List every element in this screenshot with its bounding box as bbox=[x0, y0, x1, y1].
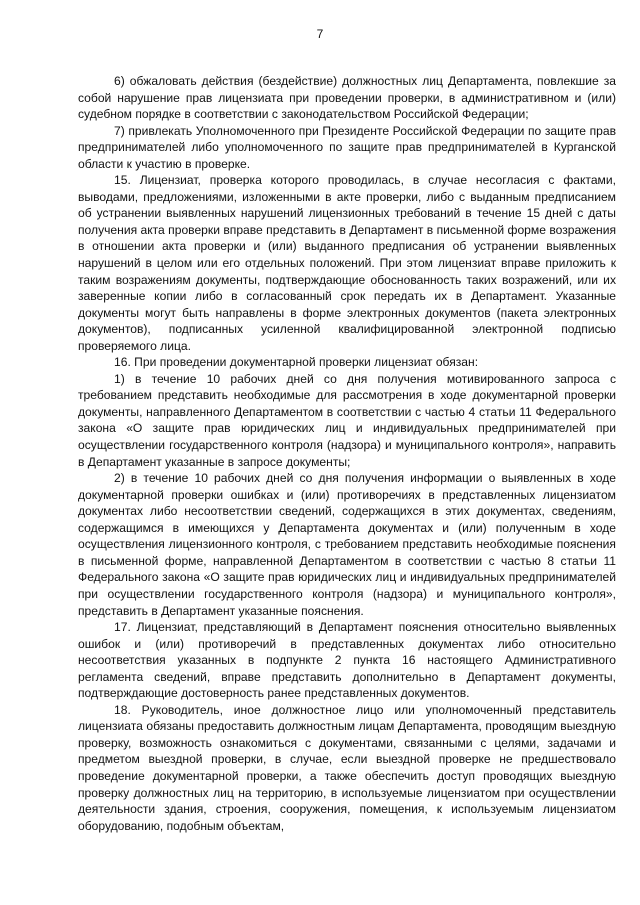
page-number: 7 bbox=[316, 27, 324, 41]
paragraph-section-17: 17. Лицензиат, представляющий в Департамент пояснения относительно выявленных ошибок и (или) противоречий в представленных документах либо относительно несоответствия указанных в подпункте 2 пункта 16 настоящего Административного регламента сведений, вправе представить дополнительно в Департамент документы, подтверждающие достоверность ранее представленных документов. bbox=[78, 620, 616, 701]
paragraph-section-16: 16. При проведении документарной проверки лицензиат обязан: bbox=[114, 355, 479, 370]
paragraph-item-7: 7) привлекать Уполномоченного при Президенте Российской Федерации по защите прав предпринимателей либо уполномоченного по защите прав предпринимателей в Курганской области к участию в проверке. bbox=[78, 123, 616, 171]
paragraph-item-6: 6) обжаловать действия (бездействие) должностных лиц Департамента, повлекшие за собой нарушение прав лицензиата при проведении проверки, в административном и (или) судебном порядке в соответствии с законодательством Российской Федерации; bbox=[78, 74, 616, 122]
paragraph-section-16-item-1: 1) в течение 10 рабочих дней со дня получения мотивированного запроса с требованием представить необходимые для рассмотрения в ходе документарной проверки документы, направленного Департаментом в соответствии с частью 4 статьи 11 Федерального закона «О защите прав юридических лиц и индивидуальных предпринимателей при осуществлении государственного контроля (надзора) и муниципального контроля», направить в Департамент указанные в запросе документы; bbox=[78, 371, 616, 469]
paragraph-section-15: 15. Лицензиат, проверка которого проводилась, в случае несогласия с фактами, выводами, предложениями, изложенными в акте проверки, либо с выданным предписанием об устранении выявленных нарушений лицензионных требований в течение 15 дней с даты получения акта проверки вправе представить в Департамент в письменной форме возражения в отношении акта проверки и (или) выданного предписания об устранении выявленных нарушений в целом или его отдельных положений. При этом лицензиат вправе приложить к таким возражениям документы, подтверждающие обоснованность таких возражений, или их заверенные копии либо в согласованный срок передать их в Департамент. Указанные документы могут быть направлены в форме электронных документов (пакета электронных документов), подписанных усиленной квалифицированной электронной подписью проверяемого лица. bbox=[78, 173, 616, 353]
document-body bbox=[78, 73, 616, 834]
paragraph-section-16-item-2: 2) в течение 10 рабочих дней со дня получения информации о выявленных в ходе документарной проверки ошибках и (или) противоречиях в представленных лицензиатом документах либо несоответствии сведений, содержащихся в этих документах, сведениям, содержащимся в имеющихся у Департамента документах и (или) полученным в ходе осуществления лицензионного контроля, с требованием представить необходимые пояснения в письменной форме, направленной Департаментом в соответствии с частью 8 статьи 11 Федерального закона «О защите прав юридических лиц и индивидуальных предпринимателей при осуществлении государственного контроля (надзора) и муниципального контроля», представить в Департамент указанные пояснения. bbox=[78, 471, 616, 618]
paragraph-section-18: 18. Руководитель, иное должностное лицо или уполномоченный представитель лицензиата обязаны предоставить должностным лицам Департамента, проводящим выездную проверку, возможность ознакомиться с документами, связанными с целями, задачами и предметом выездной проверки, в случае, если выездной проверке не предшествовало проведение документарной проверки, а также обеспечить доступ проводящих выездную проверку должностных лиц на территорию, в используемые лицензиатом при осуществлении деятельности здания, строения, сооружения, помещения, к используемым лицензиатом оборудованию, подобным объектам, bbox=[78, 702, 616, 833]
